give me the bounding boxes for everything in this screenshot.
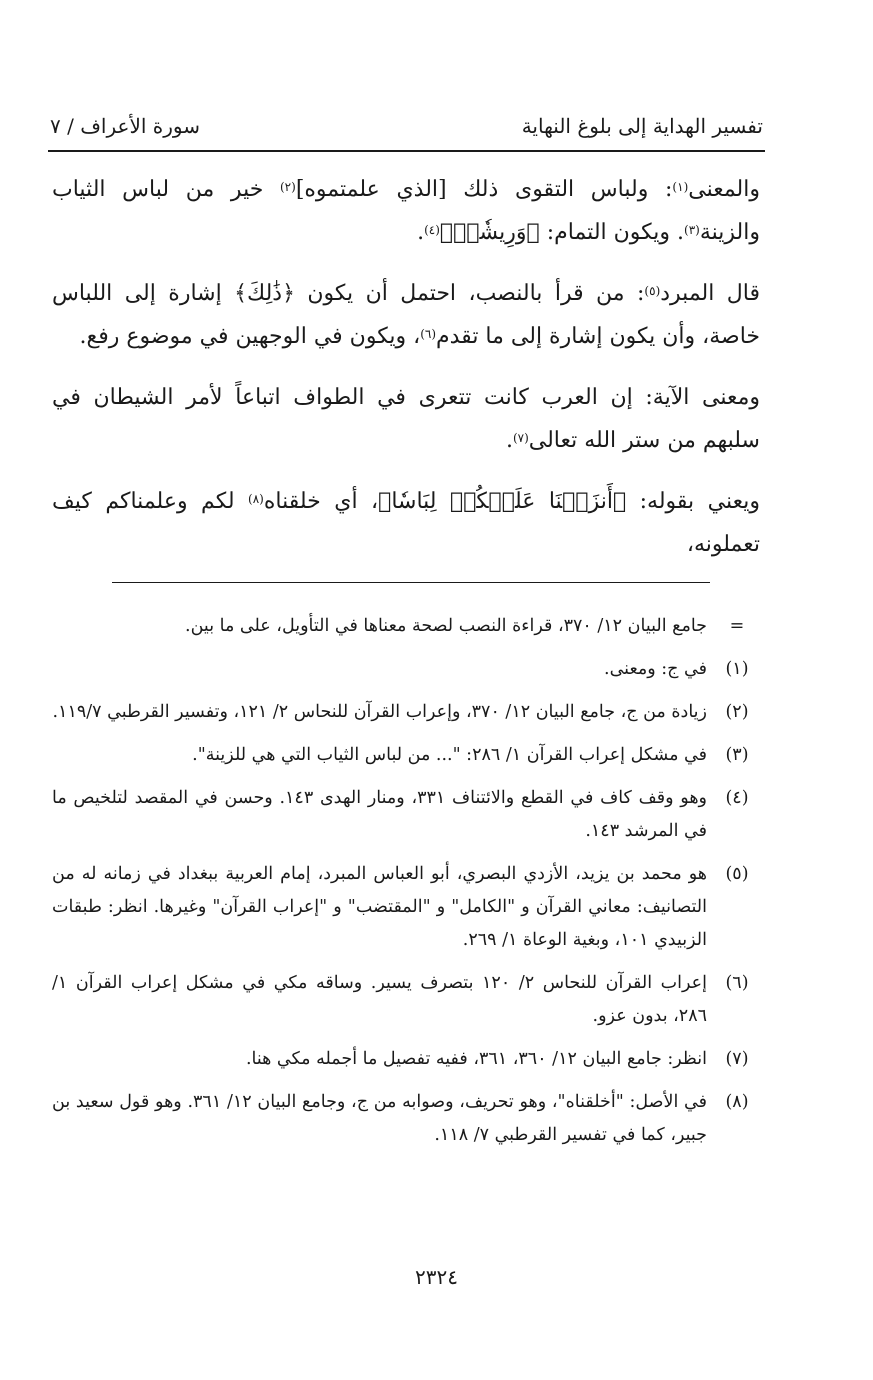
text-run: . ويكون التمام: ﴿وَرِيشٗاۖ﴾ [439,220,685,245]
footnote-ref[interactable]: (٦) [420,327,437,341]
surah-and-page-label: سورة الأعراف / ٧ [50,114,201,138]
footnote-4 [52,782,767,848]
text-run: لكم وعلمناكم كيف تعملونه، [52,489,760,557]
footnotes [52,610,767,1162]
footnote-number: (١) [725,659,749,679]
footnote-text: انظر: جامع البيان ١٢/ ٣٦٠، ٣٦١، ففيه تفصيل ما أجمله مكي هنا. [245,1049,707,1069]
footnote-text: وهو وقف كاف في القطع والائتناف ٣٣١، ومنار الهدى ١٤٣. وحسن في المقصد لتلخيص ما في المرشد ١٤٣. [52,788,707,841]
footnote-text: في مشكل إعراب القرآن ١/ ٢٨٦: "... من لباس الثياب التي هي للزينة". [192,745,707,765]
footnote-ref[interactable]: (١) [672,180,689,194]
footnote-continued [52,610,767,643]
footnote-text: جامع البيان ١٢/ ٣٧٠، قراءة النصب لصحة معناها في التأويل، على ما بين. [185,616,707,636]
footnote-text: هو محمد بن يزيد، الأزدي البصري، أبو العباس المبرد، إمام العربية ببغداد في زمانه له من التصانيف: معاني القرآن و "الكامل" و "المقتضب" و "إعراب القرآن" وغيرها. انظر: طبقات الزبيدي ١٠١، وبغية الوعاة ١/ ٢٦٩. [52,864,707,950]
footnote-text: في ج: ومعنى. [604,659,707,679]
main-text [52,168,760,584]
footnote-divider [112,582,710,583]
footnote-7 [52,1043,767,1076]
paragraph-2 [52,272,760,358]
footnote-marker: = [729,616,745,636]
footnote-number: (٢) [725,702,749,722]
text-run: ومعنى الآية: إن العرب كانت تتعرى في الطواف اتباعاً لأمر الشيطان في سلبهم من ستر الله تعالى [52,385,760,453]
footnote-ref[interactable]: (٣) [684,223,700,237]
footnote-ref[interactable]: (٤) [424,223,440,237]
paragraph-3 [52,376,760,462]
footnote-8 [52,1086,767,1152]
footnote-text: زيادة من ج، جامع البيان ١٢/ ٣٧٠، وإعراب القرآن للنحاس ٢/ ١٢١، وتفسير القرطبي ١١٩/٧. [52,702,707,722]
footnote-ref[interactable]: (٥) [644,284,661,298]
text-run: خير من لباس الثياب والزينة [52,177,760,245]
paragraph-1 [52,168,760,254]
footnote-number: (٣) [725,745,749,765]
footnote-number: (٨) [725,1092,749,1112]
text-run: قال المبرد [660,281,760,306]
text-run: ، ويكون في الوجهين في موضوع رفع. [79,324,421,349]
header-divider [48,150,765,152]
footnote-number: (٧) [725,1049,749,1069]
footnote-number: (٦) [725,973,749,993]
text-run: : ولباس التقوى ذلك [الذي علمتموه] [295,177,673,202]
footnote-2 [52,696,767,729]
text-run: ويعني بقوله: ﴿أَنزَلۡنَا عَلَيۡكُمۡ لِبَاسٗا﴾، أي خلقناه [263,489,760,514]
paragraph-4 [52,480,760,566]
footnote-6 [52,967,767,1033]
text-run: والمعنى [688,177,760,202]
footnote-text: إعراب القرآن للنحاس ٢/ ١٢٠ بتصرف يسير. وساقه مكي في مشكل إعراب القرآن ١/ ٢٨٦، بدون عزو. [52,973,707,1026]
footnote-ref[interactable]: (٧) [512,431,529,445]
footnote-number: (٤) [725,788,749,808]
book-title: تفسير الهداية إلى بلوغ النهاية [521,114,763,138]
footnote-ref[interactable]: (٨) [248,492,264,506]
text-run: : من قرأ بالنصب، احتمل أن يكون ﴿ذَٰلِكَ﴾ إشارة إلى اللباس خاصة، وأن يكون إشارة إلى ما تقدم [52,281,760,349]
footnote-number: (٥) [725,864,749,884]
text-run: . [505,428,513,453]
footnote-ref[interactable]: (٢) [279,180,296,194]
running-header [50,110,763,144]
page-number: ٢٣٢٤ [415,1265,458,1289]
text-run: . [417,220,425,245]
footnote-3 [52,739,767,772]
footnote-text: في الأصل: "أخلقناه"، وهو تحريف، وصوابه من ج، وجامع البيان ١٢/ ٣٦١. وهو قول سعيد بن جبير، كما في تفسير القرطبي ٧/ ١١٨. [52,1092,707,1145]
footnote-5 [52,858,767,957]
footnote-1 [52,653,767,686]
